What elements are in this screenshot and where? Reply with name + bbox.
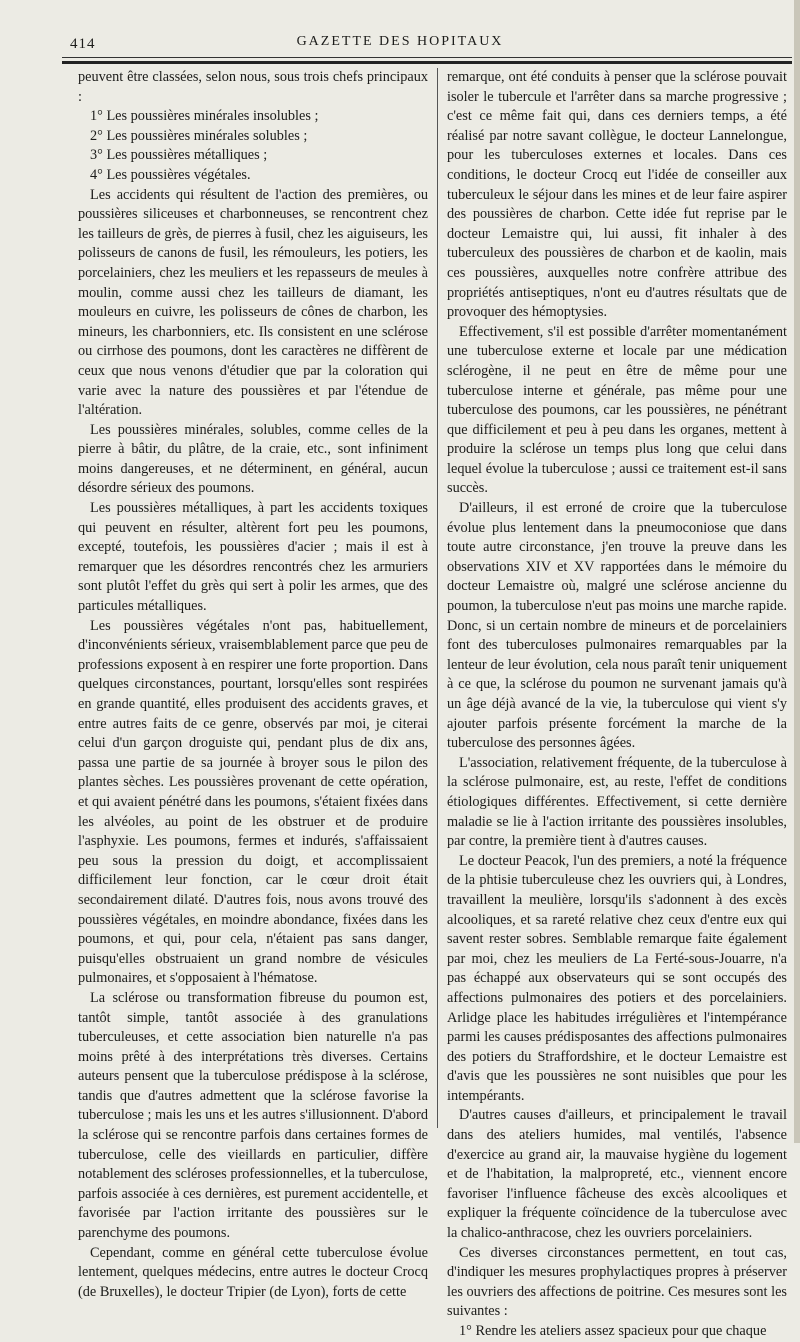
paragraph: Les poussières végétales n'ont pas, habituellement, d'inconvénients sérieux, vraisemblablement parce que peu de professions exposent à en respirer une forte proportion. Dans quelques circonstances, pourtant, lorsqu'elles sont respirées en grande quantité, elles produisent des accidents graves, et entre autres faits de ce genre, observés par moi, je citerai celui d'un garçon droguiste qui, pendant plus de dix ans, passa une partie de sa journée à broyer sous le pilon des plantes sèches. Les poussières provenant de cette opération, et qui avaient pénétré dans les poumons, s'étaient fixées dans les alvéoles, au point de les obstruer et de produire l'asphyxie. Les poumons, fermes et indurés, s'affaissaient peu sous la pression du doigt, et accomplissaient difficilement leur fonction, car le cœur droit était secondairement dilaté. D'autres fois, nous avons trouvé des poussières végétales, en moindre abondance, fixées dans les poumons, et qui, pour cela, n'étaient pas sans danger, puisqu'elles obstruaient un grand nombre de vésicules pulmonaires, et s'opposaient à l'hématose. [78,617,428,987]
header-rule-thick [62,61,792,64]
page-edge [794,0,800,1143]
paragraph: D'ailleurs, il est erroné de croire que la tuberculose évolue plus lentement dans la pneumoconiose que dans toute autre circonstance, j'en trouve la preuve dans les observations XIV et XV rapportées dans le mémoire du docteur Lemaistre où, malgré une sclérose ancienne du poumon, la tuberculose n'eut pas moins une marche rapide. Donc, si un certain nombre de mineurs et de porcelainiers font des tuberculoses pulmonaires remarquables par la lenteur de leur évolution, cela nous paraît tenir uniquement à ce que, la sclérose du poumon ne survenant jamais qu'à un âge déjà avancé de la vie, la tuberculose qui vient s'y ajouter parfois présente forcément la marche de la tuberculose des personnes âgées. [447,500,787,752]
list-item: 1° Rendre les ateliers assez spacieux pour que chaque [459,1323,767,1339]
column-divider [437,68,438,1128]
right-column [447,68,787,1342]
running-title: GAZETTE DES HOPITAUX [296,34,504,49]
left-column [78,68,428,1302]
paragraph: La sclérose ou transformation fibreuse du poumon est, tantôt simple, tantôt associée à des granulations tuberculeuses, et cette association bien naturelle n'a pas moins prêté à des interprétations très diverses. Certains auteurs pensent que la tuberculose prédispose à la sclérose, tandis que d'autres admettent que la sclérose favorise la tuberculose ; mais les uns et les autres s'illusionnent. D'abord la sclérose qui se rencontre parfois dans certaines formes de tuberculose, celle des vieillards en particulier, diffère notablement des scléroses professionnelles, et la tuberculose, parfois associée à ces dernières, est purement accidentelle, et favorisée par l'action irritante des poussières sur le parenchyme des poumons. [78,989,428,1242]
paragraph: Les accidents qui résultent de l'action des premières, ou poussières siliceuses et charbonneuses, se rencontrent chez les tailleurs de grès, de pierres à fusil, chez les aiguiseurs, les polisseurs de canons de fusil, les rémouleurs, les potiers, les porcelainiers, chez les meuliers et les repasseurs de meules à moulin, comme aussi chez les tailleurs de diamant, les mouleurs en cuivre, les polisseurs de cônes de charbon, les mineurs, les charbonniers, etc. Ils consistent en une sclérose ou cirrhose des poumons, dont les caractères ne diffèrent de ceux que nous venons d'étudier que par la coloration qui varie avec la nature des poussières et par l'étendue de l'altération. [78,186,428,419]
list-item: 1° Les poussières minérales insolubles ; [90,108,319,125]
paragraph: Les poussières métalliques, à part les accidents toxiques qui peuvent en résulter, altèrent fort peu les poumons, excepté, toutefois, les poussières d'acier ; mais il est à remarquer que les désordres rencontrés chez les armuriers sont plutôt l'effet du grès qui sert à polir les armes, que des particules métalliques. [78,500,428,615]
paragraph: remarque, ont été conduits à penser que la sclérose pouvait isoler le tubercule et l'arrêter dans sa marche progressive ; c'est ce même fait qui, dans ces derniers temps, a été réalisé par notre savant collègue, le docteur Lannelongue, pour les tuberculoses externes et locales. Dans ces conditions, le docteur Crocq eut l'idée de conseiller aux tuberculeux le séjour dans les mines et de leur faire aspirer des poussières de charbon. Cette idée fut reprise par le docteur Lemaistre qui, lui aussi, fit inhaler à des tuberculeux des poussières de charbon et de kaolin, mais ces poussières, auxquelles notre confrère attribue des propriétés antiseptiques, n'ont eu d'autres résultats que de provoquer des hémoptysies. [447,69,787,321]
paragraph: Cependant, comme en général cette tuberculose évolue lentement, quelques médecins, entre autres le docteur Crocq (de Bruxelles), le docteur Tripier (de Lyon), forts de cette [78,1244,428,1300]
page-number: 414 [70,36,96,52]
paragraph: D'autres causes d'ailleurs, et principalement le travail dans des ateliers humides, mal ventilés, l'absence d'exercice au grand air, la mauvaise hygiène du logement et de l'habitation, la malpropreté, etc., viennent encore favoriser l'influence fâcheuse des excès alcooliques et expliquer la fréquente coïncidence de la tuberculose avec la chalico-anthracose, chez les ouvriers porcelainiers. [447,1107,787,1242]
paragraph: Les poussières minérales, solubles, comme celles de la pierre à bâtir, du plâtre, de la craie, etc., sont infiniment moins dangereuses, et ne déterminent, en général, aucun désordre sérieux des poumons. [78,421,428,497]
list-item: 3° Les poussières métalliques ; [90,147,268,164]
paragraph: Le docteur Peacok, l'un des premiers, a noté la fréquence de la phtisie tuberculeuse chez les ouvriers qui, à Londres, travaillent la meulière, lorsqu'ils s'adonnent à des excès alcooliques, et sa rareté relative chez ceux d'entre eux qui savent rester sobres. Semblable remarque faite également par moi, chez les meuliers de La Ferté-sous-Jouarre, n'a pas échappé aux observateurs qui se sont occupés des affections pulmonaires des potiers et des porcelainiers. Arlidge place les habitudes irrégulières et l'intempérance parmi les causes prédisposantes des affections pulmonaires des potiers du Straffordshire, et le docteur Lemaistre est d'avis que les poussières ne sont nuisibles que pour les intempérants. [447,852,787,1104]
paragraph: peuvent être classées, selon nous, sous trois chefs principaux : [78,69,428,105]
paragraph: Ces diverses circonstances permettent, en tout cas, d'indiquer les mesures prophylactiques propres à préserver les ouvriers des affections de poitrine. Ces mesures sont les suivantes : [447,1244,787,1320]
header-rule-thin [62,57,792,58]
list-item: 2° Les poussières minérales solubles ; [90,127,308,144]
paragraph: L'association, relativement fréquente, de la tuberculose à la sclérose pulmonaire, est, au reste, l'effet de conditions étiologiques différentes. Effectivement, si cette dernière maladie se lie à l'action irritante des poussières insolubles, par contre, la première tient à d'autres causes. [447,754,787,850]
list-item: 4° Les poussières végétales. [90,166,251,183]
paragraph: Effectivement, s'il est possible d'arrêter momentanément une tuberculose externe et locale par une médication sclérogène, il ne peut en être de même pour une tuberculose interne et générale, pas même pour une tuberculose des poumons, car les poussières, ne pénétrant que difficilement et peu à peu dans les organes, mettent à produire la sclérose un temps plus long que celui dans lequel évolue la tuberculose ; aussi ce traitement est-il sans succès. [447,323,787,497]
